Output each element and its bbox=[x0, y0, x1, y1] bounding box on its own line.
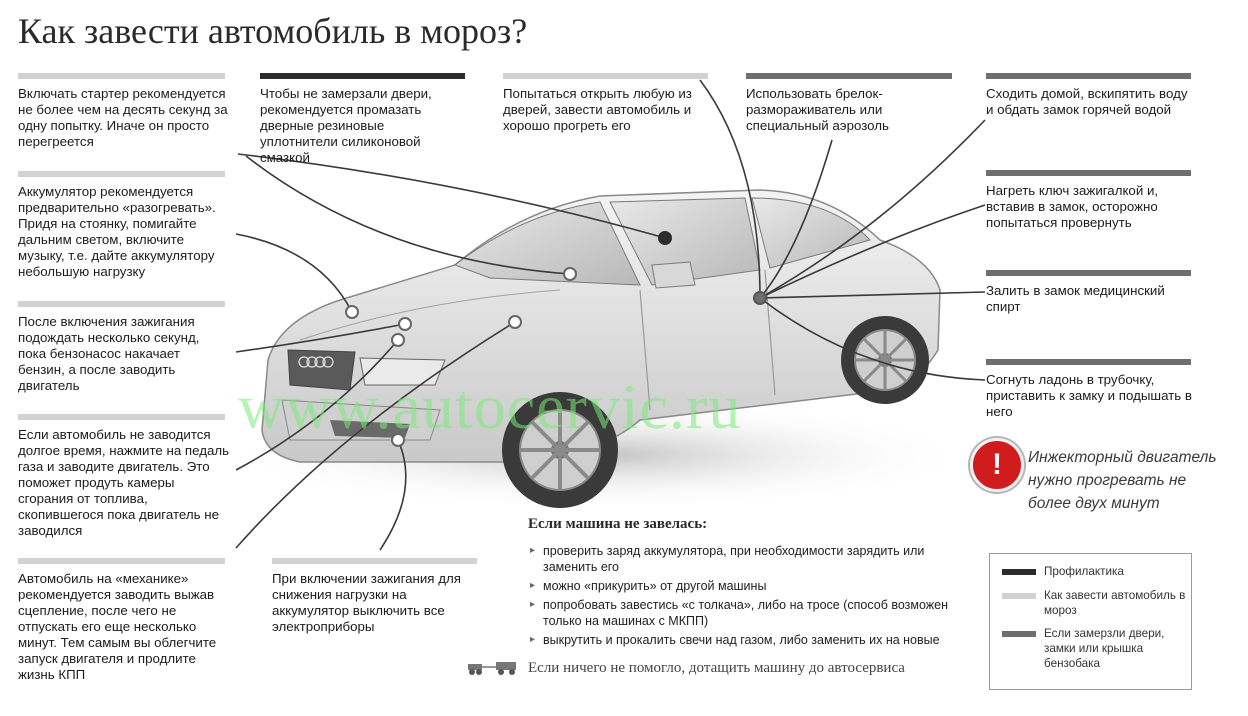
list-item bbox=[530, 597, 960, 629]
bar-top2 bbox=[503, 73, 708, 79]
bar-right2 bbox=[986, 170, 1191, 176]
tip-starter: Включать стартер рекомендуется не более чем на десять секунд за одну попытку. Иначе он просто перегреется bbox=[18, 86, 228, 149]
bar-left5 bbox=[18, 558, 225, 564]
bar-right3 bbox=[986, 270, 1191, 276]
bullet-icon: ▸ bbox=[530, 545, 536, 556]
tip-fuel-pump: После включения зажигания подождать несколько секунд, пока бензонасос накачает бензин, а после заводить двигатель bbox=[18, 314, 200, 393]
help-item-text: попробовать завестись «с толкача», либо на тросе (способ возможен только на машинах с МКПП) bbox=[543, 598, 948, 628]
injector-note: Инжекторный двигатель нужно прогревать не более двух минут bbox=[1028, 449, 1217, 512]
tip-electrics-off: При включении зажигания для снижения нагрузки на аккумулятор выключить все электроприборы bbox=[272, 571, 461, 634]
car-mirror bbox=[652, 262, 695, 288]
bar-right1 bbox=[986, 73, 1191, 79]
tip-alcohol: Залить в замок медицинский спирт bbox=[986, 283, 1165, 314]
tip-door-seals: Чтобы не замерзали двери, рекомендуется промазать дверные резиновые уплотнители силиконовой смазкой bbox=[260, 86, 432, 165]
list-item bbox=[530, 543, 960, 575]
help-item-text: выкрутить и прокалить свечи над газом, либо заменить их на новые bbox=[543, 633, 940, 647]
help-list bbox=[530, 543, 960, 651]
bullet-icon: ▸ bbox=[530, 580, 536, 591]
tip-hot-water: Сходить домой, вскипятить воду и обдать замок горячей водой bbox=[986, 86, 1188, 117]
watermark: www.autocervic.ru bbox=[238, 371, 742, 442]
legend-swatch bbox=[1002, 569, 1036, 575]
bar-left4 bbox=[18, 414, 225, 420]
legend-label: Как завести автомобиль в мороз bbox=[1044, 589, 1186, 617]
help-item-text: можно «прикурить» от другой машины bbox=[543, 579, 767, 593]
list-item bbox=[530, 632, 960, 648]
bar-left1 bbox=[18, 73, 225, 79]
tow-truck-icon bbox=[466, 658, 520, 676]
tip-breathe: Согнуть ладонь в трубочку, приставить к замку и подышать в него bbox=[986, 372, 1192, 419]
car-wheel-rear bbox=[841, 316, 929, 404]
final-advice: Если ничего не помогло, дотащить машину до автосервиса bbox=[528, 660, 905, 676]
bar-bottom-center bbox=[272, 558, 477, 564]
tip-heat-key: Нагреть ключ зажигалкой и, вставив в замок, осторожно попытаться провернуть bbox=[986, 183, 1159, 230]
bar-right4 bbox=[986, 359, 1191, 365]
legend-swatch bbox=[1002, 631, 1036, 637]
tip-battery-warmup: Аккумулятор рекомендуется предварительно «разогревать». Придя на стоянку, помигайте дальним светом, включите музыку, т.е. дайте аккумулятору небольшую нагрузку bbox=[18, 184, 216, 279]
tip-open-door: Попытаться открыть любую из дверей, завести автомобиль и хорошо прогреть его bbox=[503, 86, 692, 133]
bar-left2 bbox=[18, 171, 225, 177]
tip-clutch: Автомобиль на «механике» рекомендуется заводить выжав сцепление, после чего не отпускать его еще несколько минут. Тем самым вы облегчите запуск двигателя и продлите жизнь КПП bbox=[18, 571, 217, 682]
bullet-icon: ▸ bbox=[530, 599, 536, 610]
bar-top3 bbox=[746, 73, 952, 79]
list-item bbox=[530, 578, 960, 594]
legend-label: Профилактика bbox=[1044, 565, 1124, 578]
page-title: Как завести автомобиль в мороз? bbox=[18, 11, 528, 51]
tip-gas-pedal: Если автомобиль не заводится долгое время, нажмите на педаль газа и заводите двигатель. Это поможет продуть камеры сгорания от топлива, скопившегося пока двигатель не заводился bbox=[18, 427, 230, 538]
bar-left3 bbox=[18, 301, 225, 307]
tip-defroster: Использовать брелок-размораживатель или специальный аэрозоль bbox=[746, 86, 889, 133]
legend bbox=[989, 553, 1192, 690]
bullet-icon: ▸ bbox=[530, 634, 536, 645]
legend-label: Если замерзли двери, замки или крышка бензобака bbox=[1044, 627, 1165, 670]
bar-top1 bbox=[260, 73, 465, 79]
help-title: Если машина не завелась: bbox=[528, 516, 708, 532]
help-item-text: проверить заряд аккумулятора, при необходимости зарядить или заменить его bbox=[543, 544, 925, 574]
warning-icon: ! bbox=[970, 438, 1024, 492]
legend-swatch bbox=[1002, 593, 1036, 599]
